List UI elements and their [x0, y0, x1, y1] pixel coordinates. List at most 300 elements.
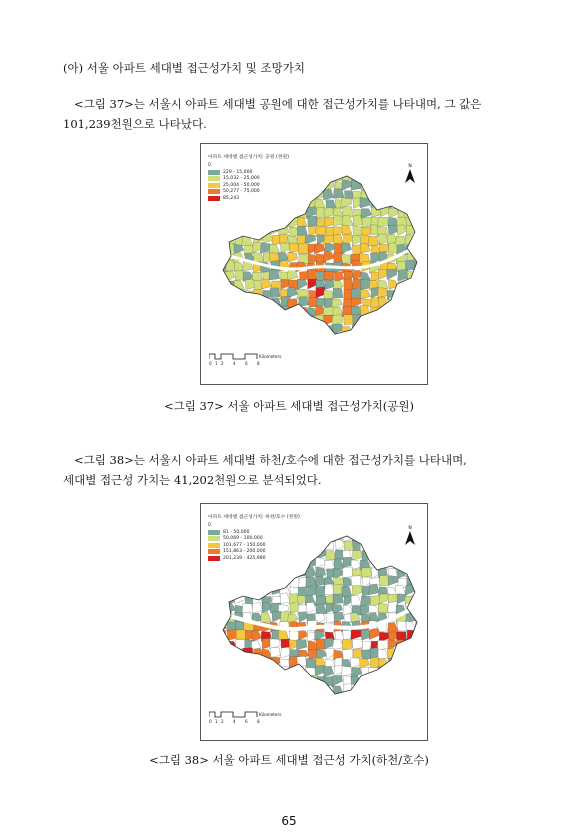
paragraph2-line1: <그림 38>는 서울시 아파트 세대별 하천/호수에 대한 접근성가치를 나타내며, — [74, 453, 467, 467]
district-cell — [361, 180, 371, 190]
district-cell — [297, 656, 307, 667]
district-cell — [263, 299, 273, 309]
district-cell — [297, 531, 307, 541]
district-cell — [243, 540, 253, 551]
legend-item: 50,069 - 100,000 — [208, 536, 300, 543]
district-cell — [218, 236, 229, 247]
district-cell — [297, 694, 307, 704]
district-cell — [398, 281, 408, 291]
district-cell — [297, 640, 307, 650]
district-cell — [368, 190, 379, 200]
district-cell — [371, 675, 381, 686]
district-cell — [226, 550, 237, 560]
district-cell — [387, 324, 397, 335]
district-cell — [299, 685, 309, 695]
district-cell — [262, 324, 272, 335]
district-cell — [317, 549, 327, 560]
district-cell — [316, 558, 326, 568]
district-cell — [234, 317, 244, 327]
district-cell — [351, 596, 361, 607]
district-cell — [299, 677, 309, 687]
district-cell — [396, 648, 406, 658]
district-cell — [413, 666, 424, 677]
district-cell — [290, 315, 300, 325]
district-cell — [270, 173, 280, 183]
district-cell — [270, 647, 280, 657]
district-cell — [308, 540, 318, 550]
district-cell — [270, 639, 280, 649]
district-cell — [360, 658, 370, 668]
district-cell — [405, 559, 415, 569]
district-cell — [252, 199, 262, 209]
district-cell — [243, 531, 253, 541]
district-cell — [371, 531, 381, 541]
district-cell — [216, 280, 226, 291]
district-cell — [361, 568, 372, 578]
district-cell — [406, 280, 416, 290]
district-cell — [270, 307, 280, 317]
district-cell — [226, 694, 237, 705]
district-cell — [314, 695, 325, 705]
district-cell — [288, 198, 299, 209]
district-cell — [245, 550, 255, 561]
district-cell — [389, 333, 399, 343]
district-cell — [353, 550, 363, 560]
legend-item: 201,239 - 425,980 — [208, 555, 300, 562]
district-cell — [416, 307, 426, 317]
district-cell — [406, 658, 416, 668]
district-cell — [334, 569, 344, 579]
district-cell — [290, 631, 300, 641]
district-cell — [263, 667, 273, 677]
district-cell — [315, 576, 325, 586]
district-cell — [252, 207, 262, 217]
district-cell — [289, 326, 299, 336]
district-cell — [225, 189, 235, 199]
district-cell — [352, 639, 362, 649]
district-cell — [378, 649, 388, 659]
district-cell — [288, 252, 298, 262]
district-cell — [272, 685, 282, 695]
district-cell — [242, 586, 253, 596]
district-cell — [262, 200, 273, 210]
district-cell — [415, 235, 425, 245]
district-cell — [217, 209, 227, 219]
district-cell — [397, 674, 407, 685]
district-cell — [378, 674, 388, 685]
district-cell — [414, 280, 425, 290]
district-cell — [217, 298, 227, 308]
district-cell — [389, 182, 399, 192]
district-cell — [278, 630, 288, 640]
district-cell — [261, 308, 271, 318]
seoul-choropleth-map — [201, 144, 427, 384]
district-cell — [352, 586, 362, 596]
district-cell — [279, 324, 289, 334]
district-cell — [297, 324, 308, 335]
district-cell — [227, 676, 237, 686]
district-cell — [332, 675, 342, 686]
legend-zero: 0 — [208, 163, 211, 168]
district-cell — [225, 225, 236, 235]
district-cell — [234, 189, 244, 199]
district-cell — [416, 549, 426, 559]
district-cell — [379, 575, 389, 586]
district-cell — [317, 532, 327, 542]
district-cell — [414, 217, 424, 227]
district-cell — [225, 557, 236, 567]
district-cell — [261, 578, 271, 588]
figure-37-caption: <그림 37> 서울 아파트 세대별 접근성가치(공원) — [163, 399, 414, 413]
district-cell — [387, 290, 397, 300]
district-cell — [271, 549, 282, 559]
district-cell — [234, 577, 244, 587]
district-cell — [297, 198, 307, 209]
district-cell — [344, 279, 354, 290]
district-cell — [216, 612, 226, 622]
district-cell — [218, 603, 228, 614]
district-cell — [290, 685, 300, 695]
district-cell — [325, 333, 335, 343]
district-cell — [342, 587, 352, 597]
district-cell — [415, 685, 425, 695]
district-cell — [415, 596, 425, 606]
district-cell — [378, 604, 388, 614]
district-cell — [316, 180, 326, 190]
district-cell — [272, 334, 282, 345]
district-cell — [377, 323, 388, 333]
district-cell — [244, 693, 254, 704]
district-cell — [342, 254, 352, 264]
district-cell — [395, 306, 406, 316]
district-cell — [308, 171, 318, 181]
district-cell — [252, 334, 262, 344]
district-cell — [261, 659, 271, 670]
district-cell — [370, 542, 381, 552]
district-cell — [215, 577, 225, 588]
district-cell — [287, 299, 298, 310]
district-cell — [242, 173, 253, 183]
district-cell — [405, 541, 415, 552]
district-cell — [388, 208, 398, 218]
district-cell — [414, 172, 424, 182]
district-cell — [406, 316, 417, 327]
district-cell — [405, 686, 415, 696]
district-cell — [263, 531, 273, 541]
district-cell — [272, 540, 282, 550]
district-cell — [415, 695, 425, 705]
district-cell — [253, 677, 263, 687]
district-cell — [235, 695, 245, 705]
district-cell — [316, 567, 326, 577]
district-cell — [415, 658, 425, 668]
district-cell — [360, 171, 370, 181]
district-cell — [308, 693, 318, 704]
district-cell — [262, 179, 272, 190]
district-cell — [235, 567, 245, 577]
district-cell — [360, 335, 370, 345]
district-cell — [272, 567, 283, 577]
district-cell — [378, 695, 389, 705]
district-cell — [270, 559, 280, 570]
section-heading: (아) 서울 아파트 세대별 접근성가치 및 조망가치 — [63, 61, 305, 75]
scale-bar: Kilometers 0 1 2 4 6 8 — [209, 354, 282, 366]
district-cell — [234, 666, 244, 676]
district-cell — [218, 548, 228, 559]
district-cell — [288, 675, 298, 686]
district-cell — [351, 684, 361, 694]
district-cell — [270, 182, 280, 192]
district-cell — [377, 640, 388, 650]
district-cell — [234, 199, 244, 210]
district-cell — [253, 531, 263, 541]
district-cell — [244, 225, 254, 235]
district-cell — [298, 630, 308, 640]
district-cell — [216, 694, 226, 704]
district-cell — [397, 539, 408, 550]
legend-item: 81 - 50,000 — [208, 529, 300, 536]
district-cell — [333, 594, 343, 604]
figure-37-map — [200, 143, 428, 385]
district-cell — [262, 334, 272, 344]
district-cell — [269, 666, 280, 676]
district-cell — [263, 559, 273, 569]
district-cell — [389, 315, 399, 325]
district-cell — [271, 531, 281, 541]
district-cell — [263, 695, 273, 705]
district-cell — [281, 218, 291, 228]
district-cell — [288, 208, 299, 218]
district-cell — [297, 172, 308, 182]
district-cell — [243, 676, 253, 686]
district-cell — [279, 182, 289, 192]
district-cell — [226, 172, 237, 182]
district-cell — [405, 693, 416, 703]
district-cell — [298, 541, 308, 551]
district-cell — [261, 172, 271, 182]
district-cell — [227, 325, 237, 335]
district-cell — [407, 325, 417, 336]
district-cell — [225, 650, 236, 660]
legend-item: 85,243 — [208, 195, 289, 202]
district-cell — [253, 298, 264, 308]
district-cell — [369, 584, 379, 595]
district-cell — [245, 666, 256, 677]
district-cell — [279, 189, 289, 199]
district-cell — [225, 290, 236, 300]
district-cell — [218, 585, 228, 596]
district-cell — [280, 694, 290, 704]
district-cell — [235, 686, 245, 696]
district-cell — [226, 315, 236, 326]
district-cell — [287, 181, 298, 191]
district-cell — [227, 306, 237, 316]
district-cell — [235, 533, 246, 543]
district-cell — [236, 587, 246, 598]
district-cell — [251, 568, 262, 578]
district-cell — [368, 236, 379, 246]
district-cell — [234, 593, 245, 604]
district-cell — [261, 188, 271, 198]
district-cell — [334, 272, 344, 282]
district-cell — [217, 180, 227, 190]
district-cell — [397, 326, 408, 336]
district-cell — [245, 181, 255, 191]
district-cell — [405, 567, 416, 577]
district-cell — [387, 172, 397, 182]
district-cell — [352, 334, 362, 345]
district-cell — [361, 315, 371, 325]
district-cell — [380, 317, 390, 328]
district-cell — [289, 557, 299, 568]
district-cell — [407, 308, 417, 319]
district-cell — [270, 288, 280, 298]
district-cell — [351, 630, 362, 640]
district-cell — [370, 549, 380, 559]
district-cell — [360, 532, 370, 542]
district-cell — [387, 234, 397, 244]
district-cell — [414, 209, 424, 219]
district-cell — [415, 623, 425, 633]
legend-item: 25,004 - 50,000 — [208, 182, 289, 189]
district-cell — [396, 640, 407, 650]
district-cell — [252, 290, 263, 300]
district-cell — [226, 575, 236, 585]
district-cell — [398, 558, 408, 568]
district-cell — [387, 533, 397, 543]
district-cell — [325, 532, 335, 542]
district-cell — [245, 188, 255, 199]
district-cell — [323, 252, 334, 262]
district-cell — [396, 549, 406, 559]
district-cell — [234, 334, 245, 345]
district-cell — [362, 217, 372, 228]
district-cell — [279, 549, 289, 559]
district-cell — [215, 657, 225, 667]
district-cell — [217, 199, 227, 209]
district-cell — [315, 325, 325, 335]
district-cell — [406, 299, 416, 309]
district-cell — [243, 686, 253, 696]
district-cell — [342, 567, 353, 577]
district-cell — [415, 586, 425, 596]
district-cell — [397, 667, 407, 677]
district-cell — [218, 676, 229, 686]
district-cell — [307, 685, 317, 695]
district-cell — [226, 586, 236, 597]
figure-38-caption: <그림 38> 서울 아파트 세대별 접근성 가치(하천/호수) — [149, 753, 429, 767]
district-cell — [225, 298, 235, 309]
district-cell — [388, 677, 398, 687]
district-cell — [298, 558, 309, 568]
district-cell — [216, 172, 227, 182]
district-cell — [379, 307, 389, 318]
district-cell — [380, 533, 390, 544]
district-cell — [234, 549, 244, 560]
district-cell — [335, 693, 345, 704]
district-cell — [279, 208, 290, 218]
legend-title: 아파트 세대별 접근성가치: 공원 (천원) — [208, 155, 289, 160]
district-cell — [360, 279, 370, 290]
district-cell — [260, 686, 270, 696]
scale-bar: Kilometers 0 1 2 4 6 8 — [209, 712, 282, 724]
district-cell — [378, 198, 388, 208]
district-cell — [261, 568, 272, 578]
district-cell — [414, 190, 424, 200]
district-cell — [254, 315, 264, 326]
district-cell — [405, 550, 415, 560]
district-cell — [306, 658, 316, 668]
district-cell — [280, 593, 290, 604]
district-cell — [271, 676, 281, 687]
district-cell — [360, 289, 370, 299]
district-cell — [279, 334, 289, 345]
district-cell — [218, 540, 228, 550]
figure-38-map — [200, 503, 428, 741]
district-cell — [342, 180, 352, 190]
district-cell — [253, 695, 263, 705]
district-cell — [407, 533, 417, 543]
district-cell — [225, 234, 235, 244]
district-cell — [226, 182, 236, 192]
district-cell — [341, 198, 352, 208]
district-cell — [252, 657, 262, 667]
district-cell — [243, 315, 253, 325]
district-cell — [361, 596, 372, 607]
district-cell — [407, 666, 418, 676]
district-cell — [236, 630, 246, 640]
district-cell — [234, 224, 244, 235]
district-cell — [362, 675, 372, 685]
district-cell — [245, 198, 255, 208]
district-cell — [396, 173, 406, 183]
district-cell — [414, 226, 425, 236]
district-cell — [351, 576, 361, 586]
district-cell — [244, 216, 255, 226]
district-cell — [243, 307, 253, 317]
district-cell — [297, 307, 307, 317]
district-cell — [333, 288, 343, 298]
district-cell — [397, 180, 407, 190]
district-cell — [342, 640, 352, 650]
district-cell — [323, 189, 333, 200]
district-cell — [396, 333, 406, 343]
district-cell — [216, 559, 226, 569]
district-cell — [344, 315, 354, 325]
district-cell — [218, 243, 228, 254]
district-cell — [216, 216, 226, 226]
district-cell — [281, 243, 291, 253]
district-cell — [234, 171, 245, 181]
district-cell — [272, 207, 282, 218]
legend-title: 아파트 세대별 접근성가치: 하천/호수 (천원) — [208, 515, 300, 520]
legend-item: 151,863 - 200,000 — [208, 549, 300, 556]
legend-zero: 0 — [208, 523, 211, 528]
district-cell — [371, 684, 381, 694]
district-cell — [279, 317, 289, 327]
district-cell — [370, 695, 381, 706]
district-cell — [225, 541, 236, 552]
north-arrow-icon: N — [405, 526, 415, 547]
district-cell — [333, 335, 343, 346]
page-number: 65 — [281, 814, 297, 828]
district-cell — [415, 540, 425, 550]
district-cell — [235, 181, 246, 191]
district-cell — [269, 218, 279, 229]
district-cell — [352, 695, 362, 705]
district-cell — [308, 216, 318, 226]
district-cell — [236, 326, 246, 336]
